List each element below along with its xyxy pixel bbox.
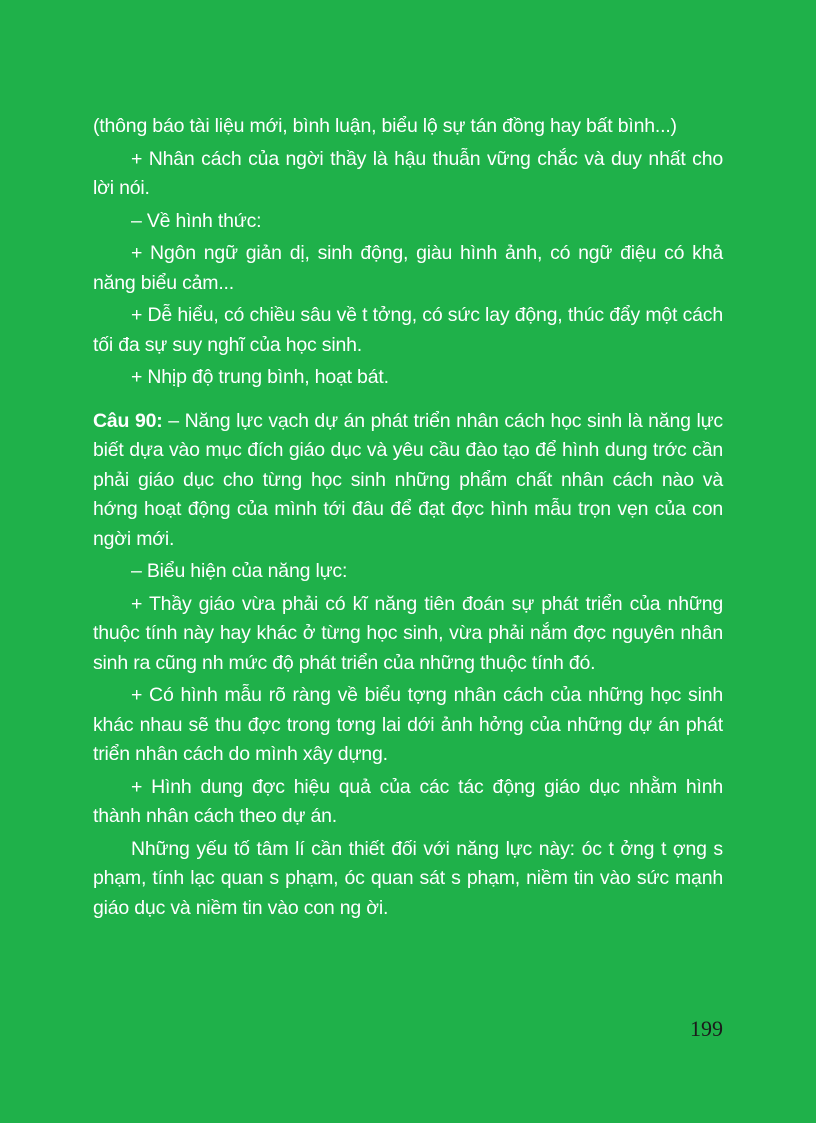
paragraph-12: Những yếu tố tâm lí cần thiết đối với năng lực này: óc t ởng t ợng s phạm, tính lạc quan s phạm, óc quan sát s phạm, niềm tin vào sức mạnh giáo dục và niềm tin vào con ng ời. bbox=[93, 837, 723, 919]
question-90-text: – Năng lực vạch dự án phát triển nhân cách học sinh là năng lực biết dựa vào mục đích giáo dục và yêu cầu đào tạo để hình dung trớc cần phải giáo dục cho từng học sinh những phẩm chất nhân cách nào và hớng hoạt động của mình tới đâu để đạt đợc hình mẫu trọn vẹn của con ngời mới. bbox=[93, 409, 723, 550]
paragraph-4: + Ngôn ngữ giản dị, sinh động, giàu hình ảnh, có ngữ điệu có khả năng biểu cảm... bbox=[93, 242, 723, 294]
paragraph-6: + Nhịp độ trung bình, hoạt bát. bbox=[131, 366, 389, 388]
question-90-label: Câu 90: bbox=[93, 409, 163, 432]
paragraph-11: + Hình dung đợc hiệu quả của các tác động giáo dục nhằm hình thành nhân cách theo dự án. bbox=[93, 775, 723, 827]
page-content bbox=[93, 112, 723, 923]
paragraph-9: + Thầy giáo vừa phải có kĩ năng tiên đoán sự phát triển của những thuộc tính này hay khác ở từng học sinh, vừa phải nắm đợc nguyên nhân sinh ra cũng nh mức độ phát triển của những thuộc tính đó. bbox=[93, 592, 723, 674]
question-90-paragraph bbox=[93, 407, 723, 555]
paragraph-1: (thông báo tài liệu mới, bình luận, biểu lộ sự tán đồng hay bất bình...) bbox=[93, 115, 677, 137]
paragraph-8: – Biểu hiện của năng lực: bbox=[131, 560, 348, 582]
paragraph-10: + Có hình mẫu rõ ràng về biểu tợng nhân cách của những học sinh khác nhau sẽ thu đợc trong tơng lai dới ảnh hởng của những dự án phát triển nhân cách do mình xây dựng. bbox=[93, 684, 723, 765]
paragraph-5: + Dễ hiểu, có chiều sâu về t tởng, có sức lay động, thúc đẩy một cách tối đa sự suy nghĩ của học sinh. bbox=[93, 304, 723, 356]
paragraph-3: – Về hình thức: bbox=[131, 209, 262, 232]
page-number: 199 bbox=[690, 1016, 723, 1041]
paragraph-2: + Nhân cách của ngời thầy là hậu thuẫn vững chắc và duy nhất cho lời nói. bbox=[93, 147, 723, 199]
